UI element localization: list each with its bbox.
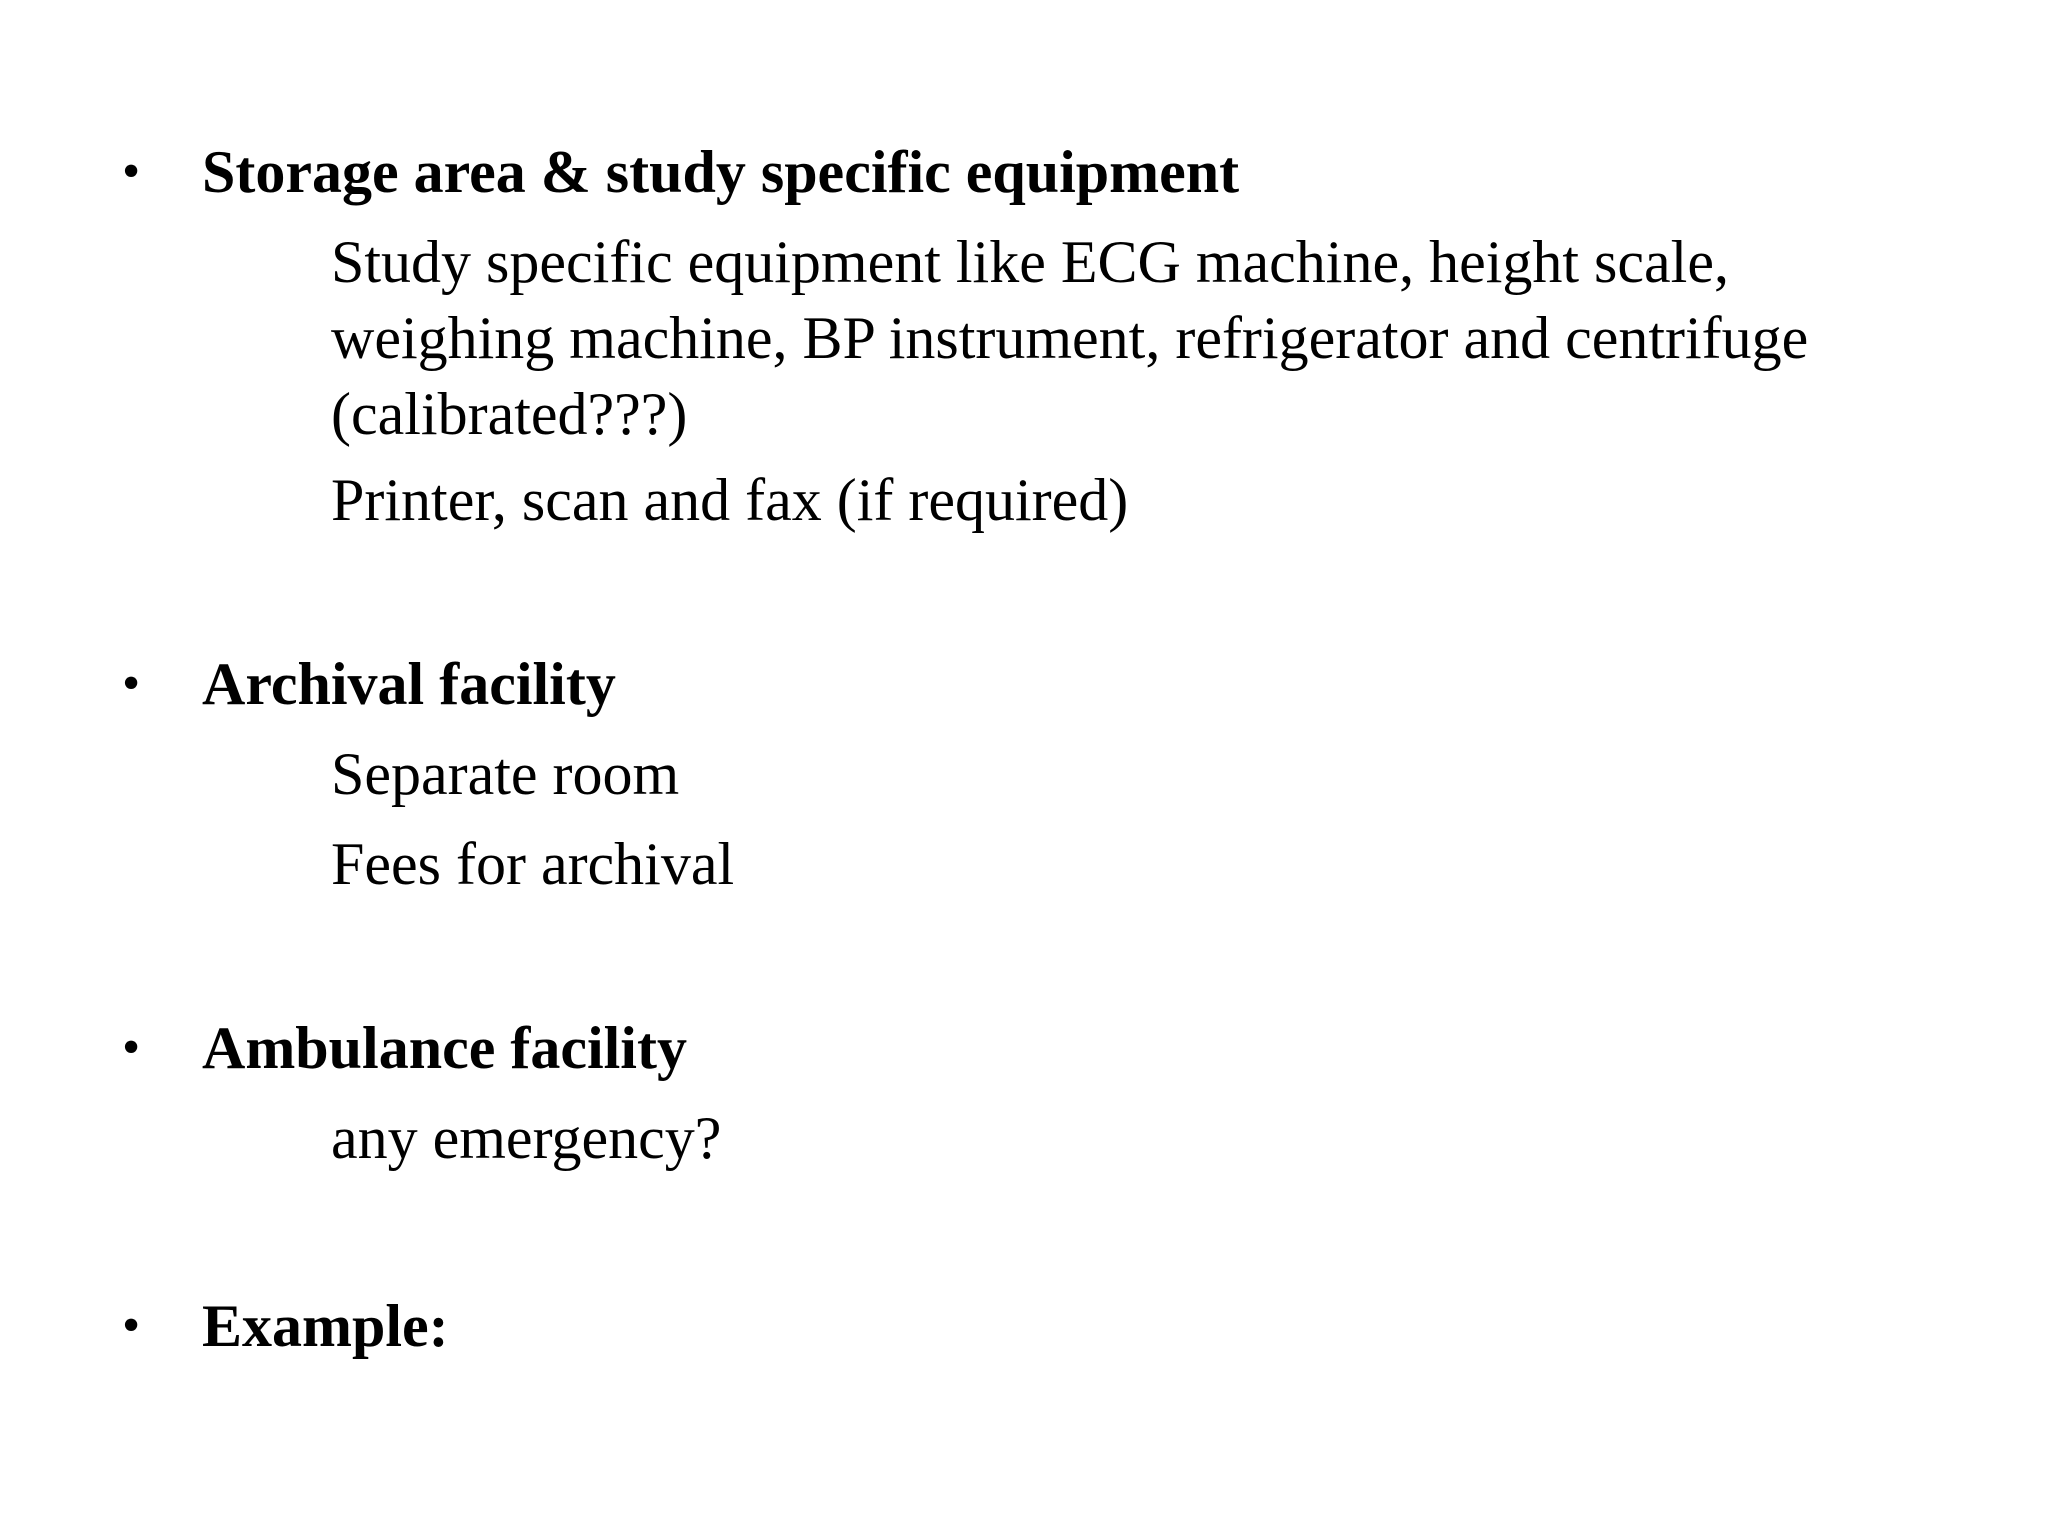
- sub-item: Fees for archival: [331, 831, 735, 897]
- section-heading: Archival facility: [202, 651, 616, 717]
- bullet-row: [0, 136, 2048, 208]
- section-ambulance-facility: [0, 1012, 2048, 1176]
- section-example: [0, 1290, 2048, 1362]
- section-archival-facility: [0, 648, 2048, 902]
- sub-item: any emergency?: [331, 1105, 722, 1171]
- bullet-icon: •: [122, 655, 141, 712]
- section-heading: Storage area & study specific equipment: [202, 139, 1240, 205]
- bullet-row: [0, 648, 2048, 720]
- bullet-row: [0, 1012, 2048, 1084]
- section-heading: Example:: [202, 1293, 449, 1359]
- sub-item: Separate room: [331, 741, 680, 807]
- bullet-icon: •: [122, 1297, 141, 1354]
- bullet-icon: •: [122, 143, 141, 200]
- section-storage-area: [0, 136, 2048, 538]
- sub-item: Study specific equipment like ECG machine, height scale, weighing machine, BP instrument, refrigerator and centrifuge (calibrated???): [331, 229, 1809, 447]
- sub-item: Printer, scan and fax (if required): [331, 467, 1129, 533]
- bullet-row: [0, 1290, 2048, 1362]
- bullet-icon: •: [122, 1019, 141, 1076]
- section-heading: Ambulance facility: [202, 1015, 687, 1081]
